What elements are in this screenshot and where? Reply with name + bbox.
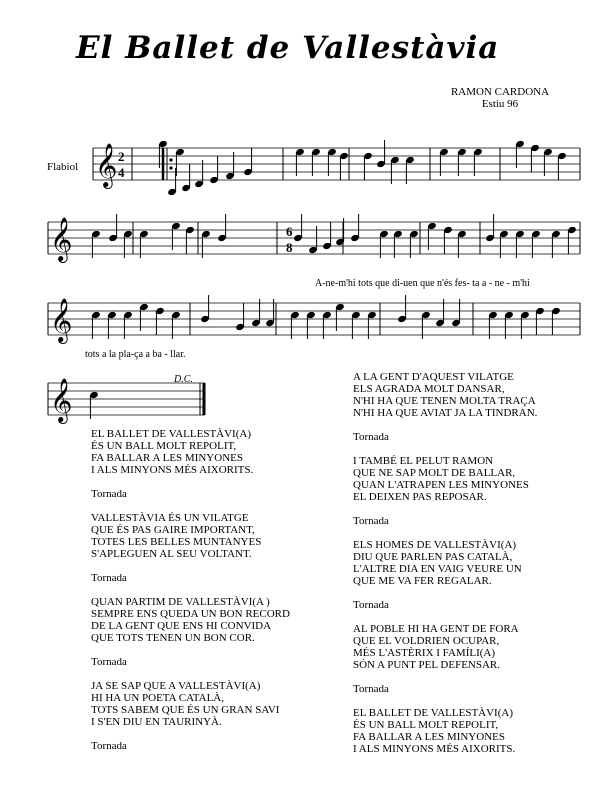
treble-clef-icon: 𝄞 — [50, 378, 73, 422]
lyrics-line: QUE EL VOLDRIEN OCUPAR, — [353, 635, 500, 647]
lyrics-line: QUAN PARTIM DE VALLESTÀVI(A ) — [91, 596, 270, 608]
refrain-label: Tornada — [91, 740, 127, 752]
lyrics-line: I ALS MINYONS MÉS AIXORITS. — [91, 464, 254, 476]
composition-date: Estiu 96 — [481, 98, 519, 110]
refrain-label: Tornada — [91, 572, 127, 584]
treble-clef-icon: 𝄞 — [50, 217, 73, 261]
lyrics-line: ELS AGRADA MOLT DANSAR, — [353, 383, 505, 395]
time-signature-top: 6 — [286, 224, 293, 239]
lyrics-line: N'HI HA QUE TENEN MOLTA TRAÇA — [353, 395, 536, 407]
lyrics-line: VALLESTÀVIA ÉS UN VILATGE — [91, 512, 249, 524]
lyrics-stanza — [353, 539, 537, 587]
lyrics-stanza — [353, 371, 537, 419]
lyrics-line: DE LA GENT QUE ENS HI CONVIDA — [91, 620, 272, 632]
da-capo-mark: D.C. — [174, 374, 193, 385]
lyrics-line: QUAN L'ATRAPEN LES MINYONES — [353, 479, 529, 491]
lyrics-stanza — [353, 707, 537, 755]
composer-name: RAMON CARDONA — [450, 86, 550, 98]
lyrics-line: HI HA UN POETA CATALÀ, — [91, 692, 224, 704]
instrument-label: Flabiol — [47, 161, 79, 173]
lyrics-line: QUE ÉS PAS GAIRE IMPORTANT, — [91, 524, 255, 536]
lyrics-line-2: tots a la pla-ça a ba - llar. — [85, 349, 186, 360]
repeat-dot — [169, 158, 172, 161]
lyrics-line: DIU QUE PARLEN PAS CATALÀ, — [353, 551, 513, 563]
song-title: El Ballet de Vallestàvia — [76, 30, 500, 66]
refrain-label: Tornada — [353, 431, 389, 443]
lyrics-line: EL DEIXEN PAS REPOSAR. — [353, 491, 487, 503]
lyrics-line: EL BALLET DE VALLESTÀVI(A) — [353, 707, 513, 719]
lyrics-line: MÉS L'ASTÈRIX I FAMÍLI(A) — [353, 647, 496, 659]
lyrics-line: QUE ME VA FER REGALAR. — [353, 575, 492, 587]
treble-clef-icon: 𝄞 — [50, 298, 73, 342]
lyrics-line: FA BALLAR A LES MINYONES — [353, 731, 505, 743]
lyrics-line: QUE TOTS TENEN UN BON COR. — [91, 632, 255, 644]
lyrics-line: I ALS MINYONS MÉS AIXORITS. — [353, 743, 516, 755]
lyrics-line: ELS HOMES DE VALLESTÀVI(A) — [353, 539, 517, 551]
lyrics-line: SÓN A PUNT PEL DEFENSAR. — [353, 659, 501, 671]
lyrics-line: L'ALTRE DIA EN VAIG VEURE UN — [353, 563, 522, 575]
lyrics-stanza — [91, 512, 290, 560]
time-signature-bottom: 8 — [286, 240, 293, 255]
refrain-label: Tornada — [353, 599, 389, 611]
lyrics-line: I TAMBÉ EL PELUT RAMON — [353, 455, 494, 467]
lyrics-stanza — [91, 680, 290, 728]
lyrics-line: AL POBLE HI HA GENT DE FORA — [353, 623, 519, 635]
time-signature-bottom: 4 — [118, 165, 125, 180]
repeat-dot — [169, 166, 172, 169]
lyrics-line: FA BALLAR A LES MINYONES — [91, 452, 243, 464]
lyrics-line: JA SE SAP QUE A VALLESTÀVI(A) — [91, 680, 261, 692]
lyrics-line: A LA GENT D'AQUEST VILATGE — [353, 371, 514, 383]
lyrics-stanza — [353, 455, 537, 503]
lyrics-line: EL BALLET DE VALLESTÀVI(A) — [91, 428, 251, 440]
lyrics-line: N'HI HA QUE AVIAT JA LA TINDRAN. — [353, 407, 538, 419]
refrain-label: Tornada — [353, 515, 389, 527]
lyrics-line-1: A-ne-m'hi tots que di-uen que n'és fes- ta a - ne - m'hi — [315, 278, 530, 289]
lyrics-stanza — [91, 596, 290, 644]
time-signature-top: 2 — [118, 149, 125, 164]
lyrics-stanza — [353, 623, 537, 671]
lyrics-line: QUE NE SAP MOLT DE BALLAR, — [353, 467, 516, 479]
treble-clef-icon: 𝄞 — [95, 143, 118, 187]
lyrics-line: TOTS SABEM QUE ÉS UN GRAN SAVI — [91, 704, 280, 716]
lyrics-column-left — [91, 428, 290, 764]
lyrics-line: TOTES LES BELLES MUNTANYES — [91, 536, 262, 548]
refrain-label: Tornada — [353, 683, 389, 695]
lyrics-stanza — [91, 428, 290, 476]
lyrics-line: S'APLEGUEN AL SEU VOLTANT. — [91, 548, 252, 560]
lyrics-line: SEMPRE ENS QUEDA UN BON RECORD — [91, 608, 290, 620]
refrain-label: Tornada — [91, 488, 127, 500]
lyrics-line: ÉS UN BALL MOLT REPOLIT, — [353, 719, 499, 731]
lyrics-line: I S'EN DIU EN TAURINYÀ. — [91, 716, 222, 728]
lyrics-line: ÉS UN BALL MOLT REPOLIT, — [91, 440, 237, 452]
refrain-label: Tornada — [91, 656, 127, 668]
lyrics-column-right — [353, 371, 537, 755]
